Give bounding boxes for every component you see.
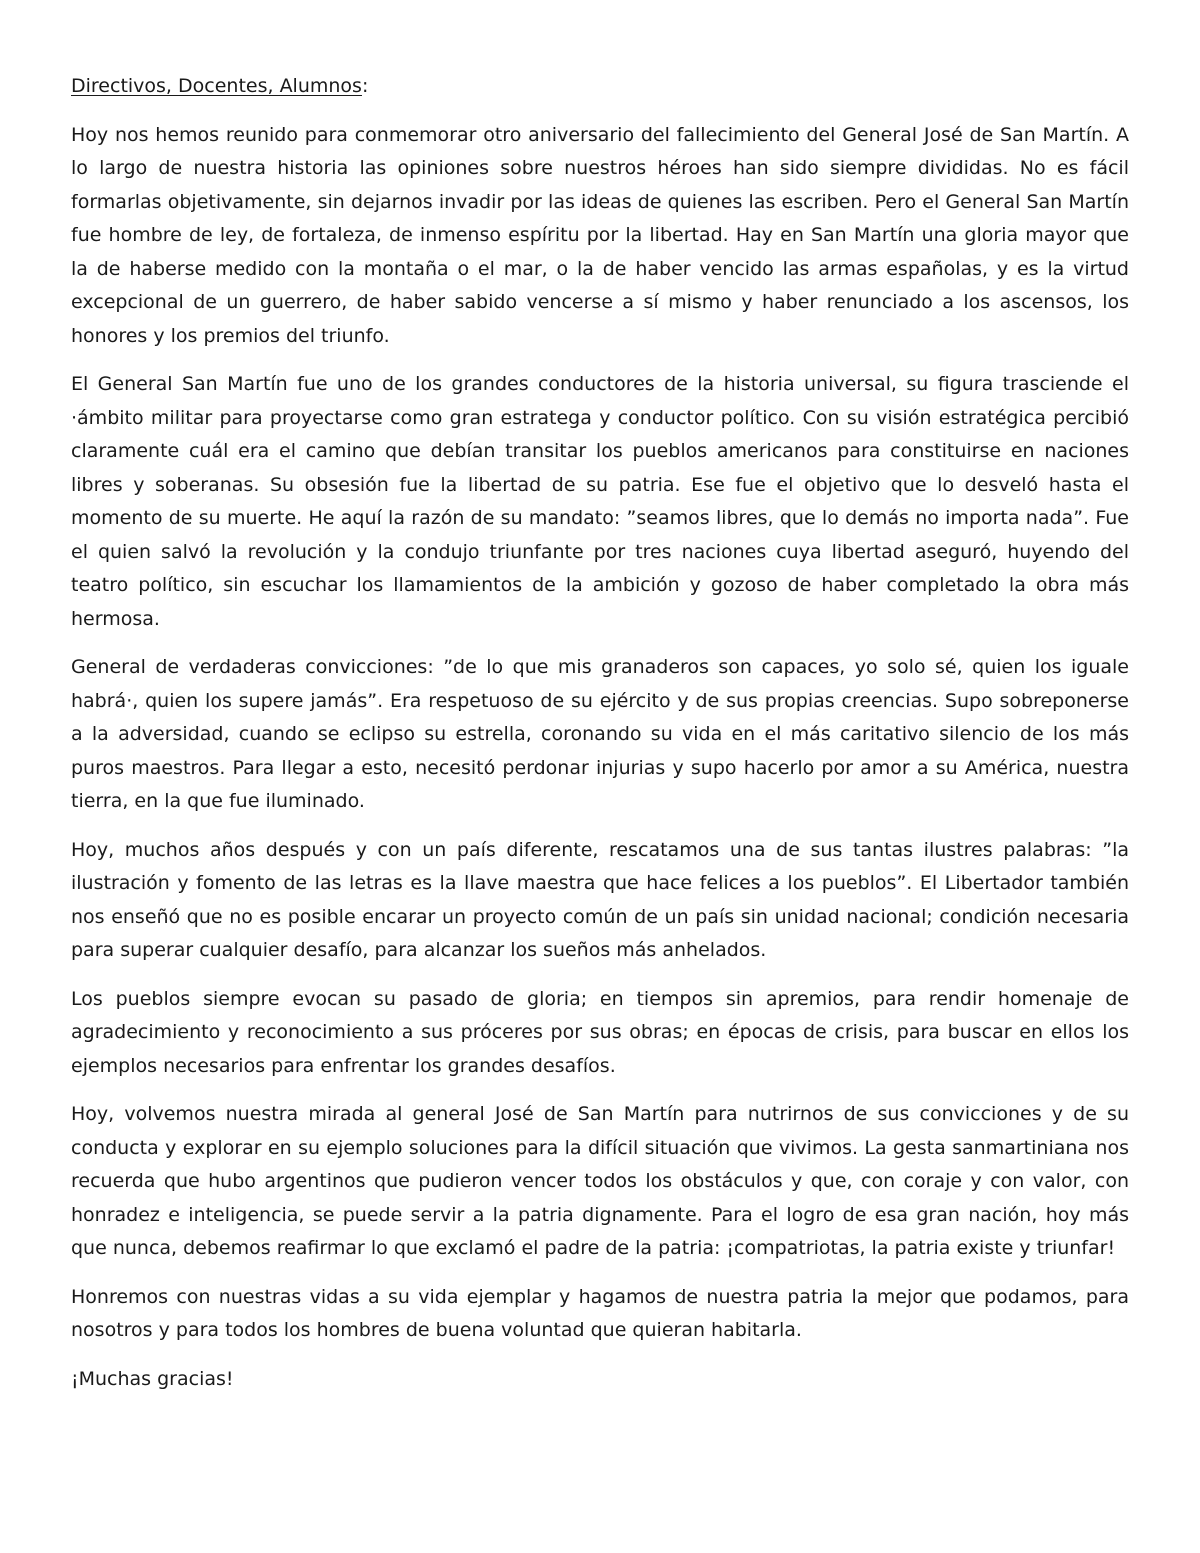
paragraph-4: Hoy, muchos años después y con un país diferente, rescatamos una de sus tantas ilustres palabras: ”la ilustración y fomento de las letras es la llave maestra que hace felices a los pueblos”. El Libertador también nos enseñó que no es posible encarar un proyecto común de un país sin unidad nacional; condición necesaria para superar cualquier desafío, para alcanzar los sueños más anhelados. — [71, 838, 1129, 961]
paragraph-3: General de verdaderas convicciones: ”de lo que mis granaderos son capaces, yo solo sé, quien los iguale habrá·, quien los supere jamás”. Era respetuoso de su ejército y de sus propias creencias. Supo sobreponerse a la adversidad, cuando se eclipso su estrella, coronando su vida en el más caritativo silencio de los más puros maestros. Para llegar a esto, necesitó perdonar injurias y supo hacerlo por amor a su América, nuestra tierra, en la que fue iluminado. — [71, 656, 1129, 812]
paragraph-7: Honremos con nuestras vidas a su vida ejemplar y hagamos de nuestra patria la mejor que podamos, para nosotros y para todos los hombres de buena voluntad que quieran habitarla. — [71, 1285, 1129, 1341]
closing-line: ¡Muchas gracias! — [71, 1367, 234, 1390]
paragraph-5: Los pueblos siempre evocan su pasado de gloria; en tiempos sin apremios, para rendir homenaje de agradecimiento y reconocimiento a sus próceres por sus obras; en épocas de crisis, para buscar en ellos los ejemplos necesarios para enfrentar los grandes desafíos. — [71, 987, 1129, 1077]
paragraph-1: Hoy nos hemos reunido para conmemorar otro aniversario del fallecimiento del General José de San Martín. A lo largo de nuestra historia las opiniones sobre nuestros héroes han sido siempre divididas. No es fácil formarlas objetivamente, sin dejarnos invadir por las ideas de quienes las escriben. Pero el General San Martín fue hombre de ley, de fortaleza, de inmenso espíritu por la libertad. Hay en San Martín una gloria mayor que la de haberse medido con la montaña o el mar, o la de haber vencido las armas españolas, y es la virtud excepcional de un guerrero, de haber sabido vencerse a sí mismo y haber renunciado a los ascensos, los honores y los premios del triunfo. — [71, 123, 1129, 347]
salutation-text: Directivos, Docentes, Alumnos — [71, 75, 362, 97]
paragraph-2: El General San Martín fue uno de los grandes conductores de la historia universal, su figura trasciende el ·ámbito militar para proyectarse como gran estratega y conductor político. Con su visión estratégica percibió claramente cuál era el camino que debían transitar los pueblos americanos para constituirse en naciones libres y soberanas. Su obsesión fue la libertad de su patria. Ese fue el objetivo que lo desveló hasta el momento de su muerte. He aquí la razón de su mandato: ”seamos libres, que lo demás no importa nada”. Fue el quien salvó la revolución y la condujo triunfante por tres naciones cuya libertad aseguró, huyendo del teatro político, sin escuchar los llamamientos de la ambición y gozoso de haber completado la obra más hermosa. — [71, 373, 1129, 630]
salutation-colon: : — [361, 75, 369, 97]
salutation — [71, 70, 1129, 104]
paragraph-6: Hoy, volvemos nuestra mirada al general José de San Martín para nutrirnos de sus convicciones y de su conducta y explorar en su ejemplo soluciones para la difícil situación que vivimos. La gesta sanmartiniana nos recuerda que hubo argentinos que pudieron vencer todos los obstáculos y que, con coraje y con valor, con honradez e inteligencia, se puede servir a la patria dignamente. Para el logro de esa gran nación, hoy más que nunca, debemos reafirmar lo que exclamó el padre de la patria: ¡compatriotas, la patria existe y triunfar! — [71, 1103, 1129, 1259]
